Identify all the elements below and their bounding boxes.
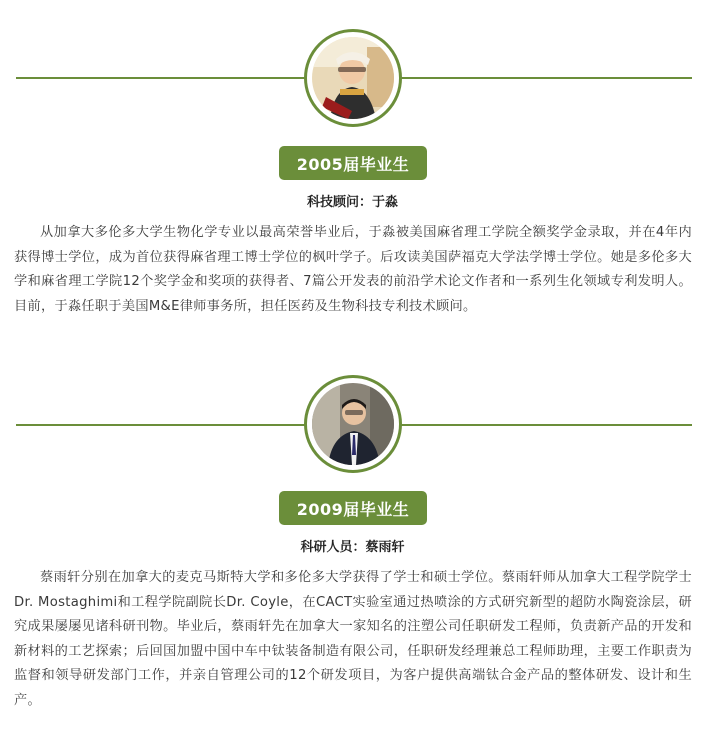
graduate-photo	[312, 383, 394, 465]
bio-paragraph: 从加拿大多伦多大学生物化学专业以最高荣誉毕业后，于淼被美国麻省理工学院全额奖学金录取，并在4年内获得博士学位，成为首位获得麻省理工博士学位的枫叶学子。后攻读美国萨福克大学法学博士学位。她是多伦多大学和麻省理工学院12个奖学金和奖项的获得者、7篇公开发表的前沿学术论文作者和一系列生化领域专利发明人。目前，于淼任职于美国M&E律师事务所，担任医药及生物科技专利技术顾问。	[14, 225, 692, 314]
avatar	[304, 29, 402, 127]
role-title: 科技顾问：于淼	[306, 195, 398, 210]
graduate-photo	[312, 37, 394, 119]
bio-paragraph: 蔡雨轩分别在加拿大的麦克马斯特大学和多伦多大学获得了学士和硕士学位。蔡雨轩师从加拿大工程学院学士Dr. Mostaghimi和工程学院副院长Dr. Coyle，在CACT实验室通过热喷涂的方式研究新型的超防水陶瓷涂层，研究成果屡屡见诸科研刊物。毕业后，蔡雨轩先在加拿大一家知名的注塑公司任职研发工程师，负责新产品的开发和新材料的工艺探索；后回国加盟中国中车中钛装备制造有限公司，任职研发经理兼总工程师助理，主要工作职责为监督和领导研发部门工作，并亲自管理公司的12个研发项目，为客户提供高端钛合金产品的整体研发、设计和生产。	[14, 570, 692, 708]
avatar	[304, 375, 402, 473]
graduation-year-badge: 2009届毕业生	[279, 491, 427, 525]
role-title: 科研人员：蔡雨轩	[300, 540, 405, 555]
graduation-year-badge: 2005届毕业生	[279, 146, 427, 180]
